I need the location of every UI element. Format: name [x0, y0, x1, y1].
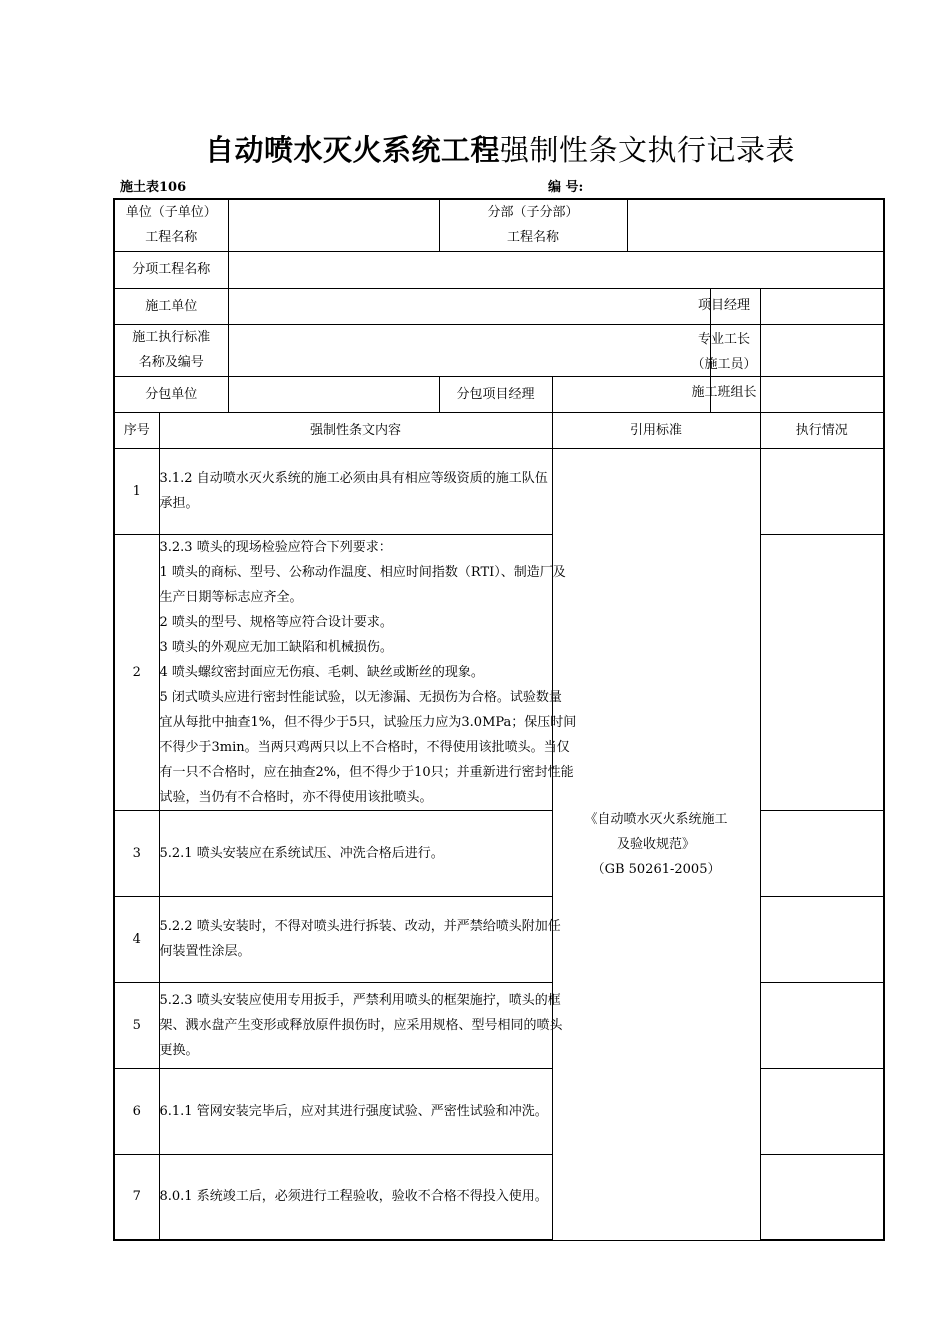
row-status[interactable]: [760, 1154, 884, 1240]
form-code: 施土表106: [120, 180, 187, 195]
team-leader-value[interactable]: [760, 376, 884, 412]
row-content: 5.2.2 喷头安装时，不得对喷头进行拆装、改动，并严禁给喷头附加任 何装置性涂层。: [159, 896, 552, 982]
foreman-value[interactable]: [760, 324, 884, 376]
row-seq: 3: [114, 810, 159, 896]
row-content: 5.2.3 喷头安装应使用专用扳手，严禁利用喷头的框架施拧，喷头的框 架、溅水盘产生变形或释放原件损伤时，应采用规格、型号相同的喷头 更换。: [159, 982, 552, 1068]
row-seq: 6: [114, 1068, 159, 1154]
standard-value[interactable]: [228, 324, 710, 376]
status-header: 执行情况: [760, 412, 884, 448]
unit-name-value[interactable]: [228, 199, 439, 251]
unit-name-label: 单位（子单位） 工程名称: [114, 199, 228, 251]
standard-label: 施工执行标准 名称及编号: [114, 324, 228, 376]
row-content: 6.1.1 管网安装完毕后，应对其进行强度试验、严密性试验和冲洗。: [159, 1068, 552, 1154]
subcontractor-label: 分包单位: [114, 376, 228, 412]
reference-standard: 《自动喷水灭火系统施工 及验收规范》 （GB 50261-2005）: [552, 448, 760, 1240]
table-row: [114, 1068, 884, 1154]
project-manager-label: 项目经理: [697, 298, 750, 313]
table-row: [114, 896, 884, 982]
row-content: 3.2.3 喷头的现场检验应符合下列要求： 1 喷头的商标、型号、公称动作温度、相应时间指数（RTI）、制造厂及 生产日期等标志应齐全。 2 喷头的型号、规格等应符合设计要求。 3 喷头的外观应无加工缺陷和机械损伤。 4 喷头螺纹密封面应无伤痕、毛刺、缺丝或断丝的现象。 5 闭式喷头应进行密封性能试验，以无渗漏、无损伤为合格。试验数量 宜从每批中抽查1%，但不得少于5只，试验压力应为3.0MPa；保压时间 不得少于3min。当两只鸡两只以上不合格时，不得使用该批喷头。当仅 有一只不合格时，应在抽查2%，但不得少于10只；并重新进行密封性能 试验，当仍有不合格时，亦不得使用该批喷头。: [159, 534, 552, 810]
row-status[interactable]: [760, 810, 884, 896]
row-content: 8.0.1 系统竣工后，必须进行工程验收，验收不合格不得投入使用。: [159, 1154, 552, 1240]
table-row: [114, 534, 884, 810]
row-status[interactable]: [760, 448, 884, 534]
row-seq: 7: [114, 1154, 159, 1240]
branch-name-label: 分部（子分部） 工程名称: [439, 199, 627, 251]
title-normal-part: 强制性条文执行记录表: [500, 133, 796, 167]
table-row: [114, 810, 884, 896]
row-seq: 1: [114, 448, 159, 534]
sub-item-name-value[interactable]: [228, 251, 884, 288]
row-seq: 2: [114, 534, 159, 810]
seq-header: 序号: [114, 412, 159, 448]
row-status[interactable]: [760, 896, 884, 982]
page-title: [0, 128, 950, 169]
content-header: 强制性条文内容: [159, 412, 552, 448]
table-row: [114, 1154, 884, 1240]
row-content: 5.2.1 喷头安装应在系统试压、冲洗合格后进行。: [159, 810, 552, 896]
row-seq: 5: [114, 982, 159, 1068]
row-content: 3.1.2 自动喷水灭火系统的施工必须由具有相应等级资质的施工队伍 承担。: [159, 448, 552, 534]
construction-unit-label: 施工单位: [114, 288, 228, 324]
reference-header: 引用标准: [552, 412, 760, 448]
table-row: [114, 448, 884, 534]
title-bold-part: 自动喷水灭火系统工程: [204, 133, 500, 167]
table-row: [114, 982, 884, 1068]
branch-name-value[interactable]: [627, 199, 884, 251]
row-seq: 4: [114, 896, 159, 982]
construction-unit-value[interactable]: [228, 288, 710, 324]
row-status[interactable]: [760, 534, 884, 810]
team-leader-label: 施工班组长: [691, 385, 757, 400]
form-number-label: 编 号:: [548, 180, 584, 195]
subcontractor-value[interactable]: [228, 376, 439, 412]
project-manager-value[interactable]: [760, 288, 884, 324]
sub-manager-label: 分包项目经理: [439, 376, 552, 412]
foreman-label: 专业工长 （施工员）: [691, 332, 757, 372]
row-status[interactable]: [760, 982, 884, 1068]
row-status[interactable]: [760, 1068, 884, 1154]
sub-item-name-label: 分项工程名称: [114, 251, 228, 288]
